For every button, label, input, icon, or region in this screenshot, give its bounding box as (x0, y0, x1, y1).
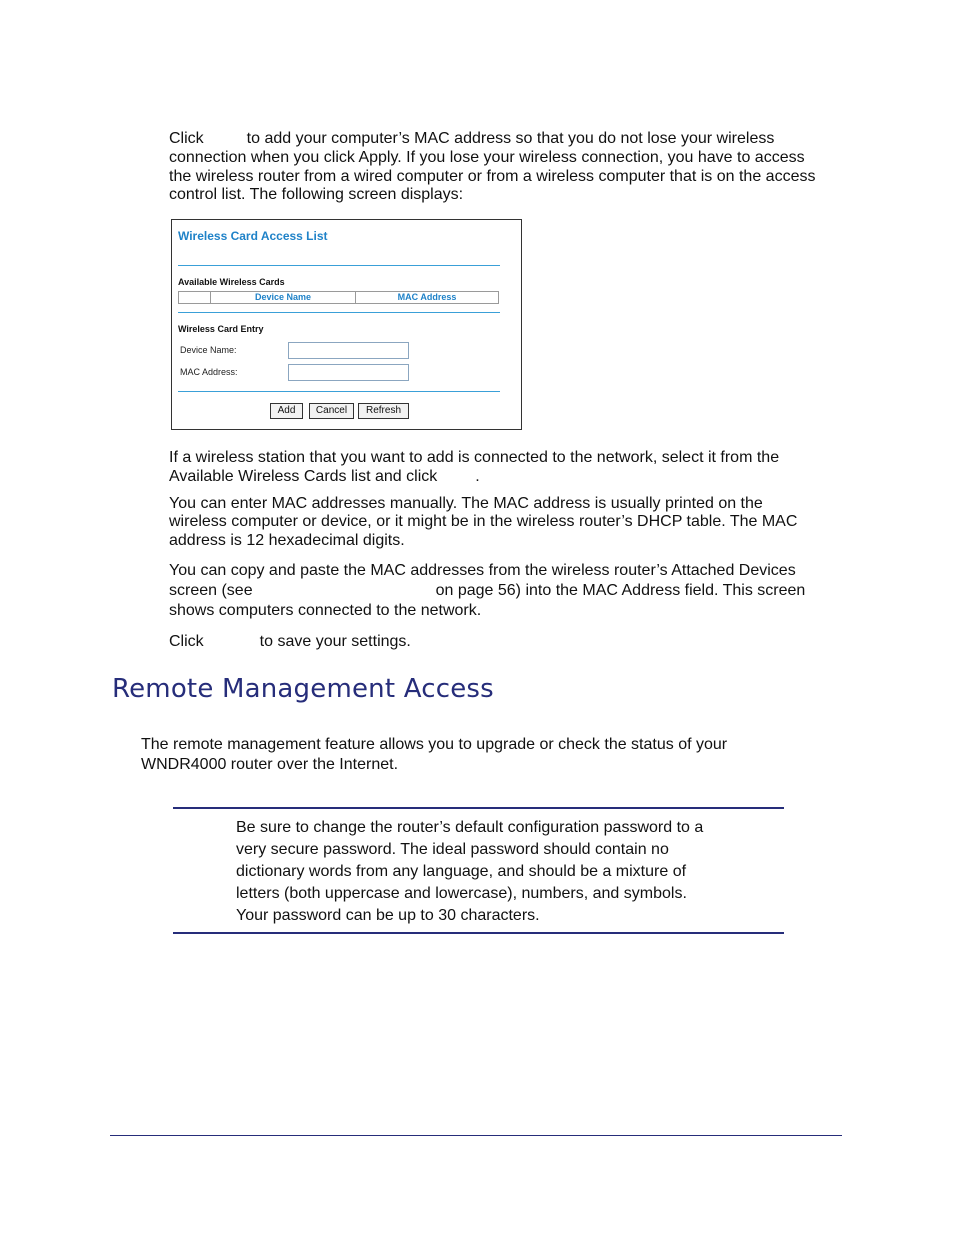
p3-line-1: You can copy and paste the MAC addresses from the wireless router’s Attached Devices (169, 562, 796, 579)
intro-line-3: the wireless router from a wired computer or from a wireless computer that is on the access (169, 168, 816, 185)
note-line-5: Your password can be up to 30 characters. (236, 907, 540, 924)
note-bottom-rule (173, 932, 784, 934)
intro-line-1: Click to add your computer’s MAC address so that you do not lose your wireless (169, 130, 775, 147)
section-intro-line-1: The remote management feature allows you to upgrade or check the status of your (141, 736, 728, 753)
p4-line: Click to save your settings. (169, 633, 411, 650)
table-divider (178, 312, 500, 313)
available-cards-label: Available Wireless Cards (178, 277, 285, 287)
refresh-button[interactable]: Refresh (358, 403, 409, 419)
note-line-1: Be sure to change the router’s default configuration password to a (236, 819, 704, 836)
note-line-2: very secure password. The ideal password should contain no (236, 841, 669, 858)
p1-line-1: If a wireless station that you want to add is connected to the network, select it from the (169, 449, 780, 466)
section-heading: Remote Management Access (112, 674, 494, 704)
note-line-4: letters (both uppercase and lowercase), numbers, and symbols. (236, 885, 687, 902)
device-name-label: Device Name: (180, 345, 237, 355)
note-line-3: dictionary words from any language, and should be a mixture of (236, 863, 687, 880)
mac-address-label: MAC Address: (180, 367, 238, 377)
p2-line-1: You can enter MAC addresses manually. The MAC address is usually printed on the (169, 495, 763, 512)
screenshot-title: Wireless Card Access List (178, 229, 328, 243)
wireless-card-access-list-screenshot (171, 219, 522, 430)
add-button[interactable]: Add (270, 403, 303, 419)
table-header-mac-address: MAC Address (397, 292, 457, 302)
intro-line-2: connection when you click Apply. If you lose your wireless connection, you have to access (169, 149, 805, 166)
mac-address-input[interactable] (288, 364, 409, 381)
p1-line-2: Available Wireless Cards list and click . (169, 468, 480, 485)
entry-divider (178, 391, 500, 392)
cancel-button[interactable]: Cancel (309, 403, 354, 419)
p2-line-2: wireless computer or device, or it might be in the wireless router’s DHCP table. The MAC (169, 513, 798, 530)
p3-line-2: screen (see on page 56) into the MAC Address field. This screen (169, 582, 806, 599)
p3-line-3: shows computers connected to the network. (169, 602, 482, 619)
intro-line-4: control list. The following screen displays: (169, 186, 464, 203)
footer-rule (110, 1135, 842, 1136)
p2-line-3: address is 12 hexadecimal digits. (169, 532, 405, 549)
card-entry-label: Wireless Card Entry (178, 324, 264, 334)
title-divider (178, 265, 500, 266)
table-header-device-name: Device Name (211, 292, 356, 303)
available-cards-table (178, 291, 499, 304)
section-intro-line-2: WNDR4000 router over the Internet. (141, 756, 399, 773)
device-name-input[interactable] (288, 342, 409, 359)
note-top-rule (173, 807, 784, 809)
table-header-select (179, 292, 211, 303)
